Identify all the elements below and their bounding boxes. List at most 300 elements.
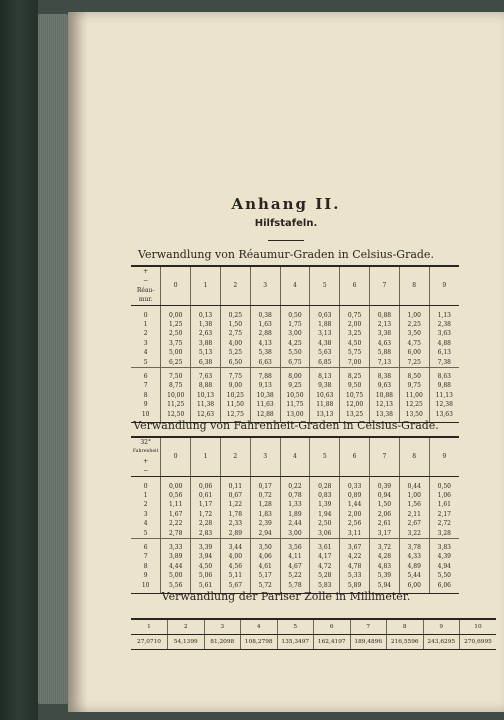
table-cell: 11,13 bbox=[429, 391, 459, 400]
table-cell: 13,13 bbox=[310, 410, 340, 423]
row-label: 0 bbox=[143, 311, 148, 319]
row-label: 0 bbox=[143, 482, 148, 490]
table-cell: 11,63 bbox=[250, 400, 280, 409]
table-cell: 6,75 bbox=[280, 358, 310, 368]
table-cell: 3,39 bbox=[191, 539, 221, 553]
row-label: 4 bbox=[143, 349, 148, 357]
table-cell: 0,00 bbox=[161, 305, 191, 320]
column-header: 7 bbox=[350, 619, 387, 635]
table-cell: 4,50 bbox=[340, 339, 370, 348]
row-label: 5 bbox=[143, 529, 148, 537]
table-cell: 4,00 bbox=[220, 339, 250, 348]
table-cell: 11,00 bbox=[399, 391, 429, 400]
table-cell: 11,38 bbox=[191, 400, 221, 409]
table-cell: 54,1399 bbox=[168, 635, 205, 650]
table-cell: 12,38 bbox=[429, 400, 459, 409]
table-cell: 6,13 bbox=[429, 348, 459, 357]
table-cell: 1,88 bbox=[310, 320, 340, 329]
table-cell: 0,50 bbox=[429, 476, 459, 491]
table-cell: 0,50 bbox=[280, 305, 310, 320]
table-cell: 9,38 bbox=[310, 381, 340, 390]
table-cell: 2,89 bbox=[220, 529, 250, 539]
table-cell: 135,3497 bbox=[277, 635, 314, 650]
appendix-subtitle: Hilfstafeln. bbox=[254, 218, 318, 229]
table-cell: 3,11 bbox=[340, 529, 370, 539]
table-cell: 1,75 bbox=[280, 320, 310, 329]
table-cell: 5,89 bbox=[340, 581, 370, 594]
table-cell: 3,44 bbox=[220, 539, 250, 553]
table-row bbox=[131, 552, 459, 561]
table-cell: 3,00 bbox=[280, 529, 310, 539]
fahrenheit-corner-label: Fahrenheit bbox=[132, 449, 159, 455]
table-cell: 3,13 bbox=[310, 329, 340, 338]
table-row bbox=[131, 529, 459, 539]
table-cell: 0,61 bbox=[191, 491, 221, 500]
table-cell: 5,11 bbox=[220, 571, 250, 580]
table-cell: 1,22 bbox=[220, 500, 250, 509]
table-row bbox=[131, 329, 459, 338]
column-header: 4 bbox=[241, 619, 278, 635]
table-cell: 12,25 bbox=[399, 400, 429, 409]
table-cell: 2,67 bbox=[399, 519, 429, 528]
table-cell: 2,78 bbox=[161, 529, 191, 539]
table-cell: 1,13 bbox=[429, 305, 459, 320]
table-cell: 4,00 bbox=[220, 552, 250, 561]
column-header: 8 bbox=[387, 619, 424, 635]
row-label: 2 bbox=[143, 330, 148, 338]
table-cell: 4,94 bbox=[429, 562, 459, 571]
column-header: 10 bbox=[460, 619, 497, 635]
table-cell: 11,75 bbox=[280, 400, 310, 409]
table-cell: 5,78 bbox=[280, 581, 310, 594]
table-cell: 7,38 bbox=[429, 358, 459, 368]
table-cell: 0,06 bbox=[191, 476, 221, 491]
table-cell: 3,88 bbox=[191, 339, 221, 348]
table-cell: 5,28 bbox=[310, 571, 340, 580]
table-cell: 1,94 bbox=[310, 510, 340, 519]
book-spine bbox=[0, 0, 38, 720]
table-cell: 1,06 bbox=[429, 491, 459, 500]
table-cell: 2,63 bbox=[191, 329, 221, 338]
table-cell: 3,56 bbox=[280, 539, 310, 553]
table-cell: 1,89 bbox=[280, 510, 310, 519]
table-cell: 1,72 bbox=[191, 510, 221, 519]
table-cell: 0,88 bbox=[370, 305, 400, 320]
table-cell: 4,25 bbox=[280, 339, 310, 348]
table-cell: 7,63 bbox=[191, 368, 221, 382]
table-cell: 4,83 bbox=[370, 562, 400, 571]
row-label: 5 bbox=[143, 358, 148, 366]
table-cell: 5,44 bbox=[399, 571, 429, 580]
table-cell: 8,63 bbox=[429, 368, 459, 382]
table-cell: 1,28 bbox=[250, 500, 280, 509]
fahrenheit-corner-cell bbox=[131, 437, 161, 476]
column-header: 6 bbox=[340, 266, 370, 305]
table-row bbox=[131, 348, 459, 357]
table-cell: 10,25 bbox=[220, 391, 250, 400]
table-row bbox=[131, 476, 459, 491]
zolle-header-row bbox=[131, 619, 496, 635]
column-header: 1 bbox=[191, 437, 221, 476]
table-cell: 13,38 bbox=[370, 410, 400, 423]
table-cell: 8,38 bbox=[370, 368, 400, 382]
table-cell: 4,63 bbox=[370, 339, 400, 348]
table-cell: 4,39 bbox=[429, 552, 459, 561]
fahrenheit-heading: Verwandlung von Fahrenheit-Graden in Celsius-Grade. bbox=[133, 419, 439, 432]
table-row bbox=[131, 539, 459, 553]
table-row bbox=[131, 305, 459, 320]
table-cell: 1,33 bbox=[280, 500, 310, 509]
table-row bbox=[131, 391, 459, 400]
table-cell: 5,50 bbox=[280, 348, 310, 357]
column-header: 4 bbox=[280, 266, 310, 305]
table-cell: 4,78 bbox=[340, 562, 370, 571]
table-cell: 27,0710 bbox=[131, 635, 168, 650]
table-cell: 2,38 bbox=[429, 320, 459, 329]
table-cell: 5,25 bbox=[220, 348, 250, 357]
table-cell: 7,88 bbox=[250, 368, 280, 382]
table-cell: 3,06 bbox=[310, 529, 340, 539]
table-cell: 10,75 bbox=[340, 391, 370, 400]
table-cell: 0,17 bbox=[250, 476, 280, 491]
row-label: 8 bbox=[143, 562, 148, 570]
book-page bbox=[68, 12, 504, 712]
table-row bbox=[131, 320, 459, 329]
table-cell: 4,67 bbox=[280, 562, 310, 571]
table-cell: 5,33 bbox=[340, 571, 370, 580]
table-cell: 3,38 bbox=[370, 329, 400, 338]
table-cell: 1,78 bbox=[220, 510, 250, 519]
table-cell: 2,94 bbox=[250, 529, 280, 539]
reaumur-corner-label: Réau- mur. bbox=[136, 286, 155, 304]
table-cell: 9,50 bbox=[340, 381, 370, 390]
row-label: 3 bbox=[143, 339, 148, 347]
table-cell: 270,6995 bbox=[460, 635, 497, 650]
table-cell: 9,13 bbox=[250, 381, 280, 390]
row-label: 1 bbox=[143, 492, 148, 500]
table-cell: 1,50 bbox=[370, 500, 400, 509]
table-cell: 0,39 bbox=[370, 476, 400, 491]
table-cell: 2,17 bbox=[429, 510, 459, 519]
table-cell: 1,50 bbox=[220, 320, 250, 329]
table-cell: 2,00 bbox=[340, 320, 370, 329]
table-cell: 0,94 bbox=[370, 491, 400, 500]
table-cell: 7,25 bbox=[399, 358, 429, 368]
column-header: 9 bbox=[423, 619, 460, 635]
table-cell: 10,88 bbox=[370, 391, 400, 400]
table-cell: 3,50 bbox=[399, 329, 429, 338]
column-header: 1 bbox=[191, 266, 221, 305]
table-cell: 11,50 bbox=[220, 400, 250, 409]
reaumur-corner-cell bbox=[131, 266, 161, 305]
row-label: 6 bbox=[131, 368, 161, 382]
row-label: 7 bbox=[143, 382, 148, 390]
fahrenheit-corner-top: 32° bbox=[140, 439, 151, 446]
table-cell: 6,38 bbox=[191, 358, 221, 368]
table-cell: 2,56 bbox=[340, 519, 370, 528]
table-cell: 3,63 bbox=[429, 329, 459, 338]
table-cell: 9,75 bbox=[399, 381, 429, 390]
appendix-title: Anhang II. bbox=[231, 195, 341, 213]
table-cell: 6,00 bbox=[399, 581, 429, 594]
table-cell: 2,25 bbox=[399, 320, 429, 329]
table-cell: 1,39 bbox=[310, 500, 340, 509]
table-cell: 4,61 bbox=[250, 562, 280, 571]
table-cell: 6,00 bbox=[399, 348, 429, 357]
table-cell: 2,50 bbox=[310, 519, 340, 528]
table-row bbox=[131, 368, 459, 382]
table-cell: 11,25 bbox=[161, 400, 191, 409]
table-cell: 4,38 bbox=[310, 339, 340, 348]
table-cell: 13,63 bbox=[429, 410, 459, 423]
row-label: 10 bbox=[131, 581, 161, 594]
row-label: 3 bbox=[143, 510, 148, 518]
column-header: 9 bbox=[429, 437, 459, 476]
table-cell: 2,22 bbox=[161, 519, 191, 528]
table-cell: 13,50 bbox=[399, 410, 429, 423]
table-row bbox=[131, 571, 459, 580]
row-label: 2 bbox=[143, 501, 148, 509]
table-cell: 5,63 bbox=[310, 348, 340, 357]
table-cell: 2,00 bbox=[340, 510, 370, 519]
table-cell: 0,13 bbox=[191, 305, 221, 320]
table-cell: 2,88 bbox=[250, 329, 280, 338]
table-cell: 0,44 bbox=[399, 476, 429, 491]
table-cell: 4,22 bbox=[340, 552, 370, 561]
table-cell: 4,56 bbox=[220, 562, 250, 571]
table-cell: 8,50 bbox=[399, 368, 429, 382]
table-cell: 5,13 bbox=[191, 348, 221, 357]
table-cell: 0,75 bbox=[340, 305, 370, 320]
column-header: 5 bbox=[310, 266, 340, 305]
table-cell: 5,88 bbox=[370, 348, 400, 357]
row-label: 4 bbox=[143, 520, 148, 528]
column-header: 8 bbox=[399, 266, 429, 305]
table-row bbox=[131, 519, 459, 528]
row-label: 9 bbox=[143, 572, 148, 580]
table-cell: 7,13 bbox=[370, 358, 400, 368]
column-header: 3 bbox=[250, 266, 280, 305]
table-cell: 4,88 bbox=[429, 339, 459, 348]
column-header: 6 bbox=[340, 437, 370, 476]
table-cell: 1,17 bbox=[191, 500, 221, 509]
column-header: 8 bbox=[399, 437, 429, 476]
plus-minus-symbol: + − bbox=[143, 457, 149, 475]
table-cell: 8,13 bbox=[310, 368, 340, 382]
row-label: 6 bbox=[131, 539, 161, 553]
table-cell: 2,28 bbox=[191, 519, 221, 528]
table-cell: 4,11 bbox=[280, 552, 310, 561]
table-cell: 4,33 bbox=[399, 552, 429, 561]
reaumur-table bbox=[131, 265, 459, 423]
table-cell: 3,28 bbox=[429, 529, 459, 539]
table-cell: 6,63 bbox=[250, 358, 280, 368]
table-cell: 2,44 bbox=[280, 519, 310, 528]
table-cell: 10,63 bbox=[310, 391, 340, 400]
table-cell: 1,38 bbox=[191, 320, 221, 329]
table-cell: 5,94 bbox=[370, 581, 400, 594]
table-row bbox=[131, 358, 459, 368]
row-label: 9 bbox=[143, 401, 148, 409]
table-cell: 11,88 bbox=[310, 400, 340, 409]
reaumur-heading: Verwandlung von Réaumur-Graden in Celsius-Grade. bbox=[138, 248, 434, 261]
table-row bbox=[131, 562, 459, 571]
table-cell: 2,50 bbox=[161, 329, 191, 338]
table-cell: 5,61 bbox=[191, 581, 221, 594]
column-header: 5 bbox=[310, 437, 340, 476]
table-cell: 8,88 bbox=[191, 381, 221, 390]
column-header: 2 bbox=[220, 437, 250, 476]
column-header: 2 bbox=[220, 266, 250, 305]
table-cell: 4,75 bbox=[399, 339, 429, 348]
title-rule bbox=[268, 240, 304, 241]
column-header: 0 bbox=[161, 266, 191, 305]
table-cell: 9,25 bbox=[280, 381, 310, 390]
table-cell: 12,88 bbox=[250, 410, 280, 423]
table-cell: 3,89 bbox=[161, 552, 191, 561]
table-cell: 2,75 bbox=[220, 329, 250, 338]
table-cell: 3,50 bbox=[250, 539, 280, 553]
plus-minus-symbol: + − bbox=[143, 268, 149, 285]
table-row bbox=[131, 400, 459, 409]
column-header: 9 bbox=[429, 266, 459, 305]
table-cell: 4,50 bbox=[191, 562, 221, 571]
row-label: 8 bbox=[143, 391, 148, 399]
table-cell: 2,11 bbox=[399, 510, 429, 519]
table-cell: 12,00 bbox=[340, 400, 370, 409]
table-cell: 3,33 bbox=[161, 539, 191, 553]
table-cell: 0,67 bbox=[220, 491, 250, 500]
table-cell: 0,22 bbox=[280, 476, 310, 491]
table-cell: 8,25 bbox=[340, 368, 370, 382]
zolle-heading: Verwandlung der Pariser Zolle in Millimeter. bbox=[161, 590, 411, 603]
table-cell: 5,50 bbox=[429, 571, 459, 580]
table-cell: 5,83 bbox=[310, 581, 340, 594]
table-cell: 4,06 bbox=[250, 552, 280, 561]
table-cell: 0,83 bbox=[310, 491, 340, 500]
table-cell: 1,00 bbox=[399, 305, 429, 320]
table-cell: 6,06 bbox=[429, 581, 459, 594]
table-cell: 2,06 bbox=[370, 510, 400, 519]
table-cell: 81,2098 bbox=[204, 635, 241, 650]
column-header: 0 bbox=[161, 437, 191, 476]
table-cell: 7,00 bbox=[340, 358, 370, 368]
table-cell: 243,6295 bbox=[423, 635, 460, 650]
table-cell: 5,39 bbox=[370, 571, 400, 580]
table-cell: 12,75 bbox=[220, 410, 250, 423]
table-cell: 5,22 bbox=[280, 571, 310, 580]
fahrenheit-table bbox=[131, 436, 459, 594]
table-cell: 12,50 bbox=[161, 410, 191, 423]
table-cell: 162,4197 bbox=[314, 635, 351, 650]
table-cell: 5,00 bbox=[161, 571, 191, 580]
table-cell: 1,00 bbox=[399, 491, 429, 500]
column-header: 6 bbox=[314, 619, 351, 635]
table-row bbox=[131, 339, 459, 348]
table-cell: 1,83 bbox=[250, 510, 280, 519]
table-cell: 4,89 bbox=[399, 562, 429, 571]
table-cell: 10,50 bbox=[280, 391, 310, 400]
table-cell: 3,00 bbox=[280, 329, 310, 338]
table-cell: 3,61 bbox=[310, 539, 340, 553]
column-header: 5 bbox=[277, 619, 314, 635]
table-cell: 10,00 bbox=[161, 391, 191, 400]
table-cell: 7,50 bbox=[161, 368, 191, 382]
table-cell: 6,85 bbox=[310, 358, 340, 368]
table-cell: 4,44 bbox=[161, 562, 191, 571]
table-cell: 1,25 bbox=[161, 320, 191, 329]
table-cell: 0,78 bbox=[280, 491, 310, 500]
table-cell: 8,00 bbox=[280, 368, 310, 382]
table-cell: 9,88 bbox=[429, 381, 459, 390]
table-cell: 6,50 bbox=[220, 358, 250, 368]
table-cell: 10,38 bbox=[250, 391, 280, 400]
table-cell: 5,00 bbox=[161, 348, 191, 357]
table-cell: 3,25 bbox=[340, 329, 370, 338]
table-cell: 0,28 bbox=[310, 476, 340, 491]
row-label: 1 bbox=[143, 321, 148, 329]
table-cell: 5,75 bbox=[340, 348, 370, 357]
table-cell: 13,25 bbox=[340, 410, 370, 423]
table-cell: 1,11 bbox=[161, 500, 191, 509]
table-cell: 0,56 bbox=[161, 491, 191, 500]
table-cell: 108,2798 bbox=[241, 635, 278, 650]
table-cell: 189,4896 bbox=[350, 635, 387, 650]
table-cell: 5,67 bbox=[220, 581, 250, 594]
table-cell: 3,72 bbox=[370, 539, 400, 553]
table-cell: 1,67 bbox=[161, 510, 191, 519]
table-cell: 3,94 bbox=[191, 552, 221, 561]
row-label: 10 bbox=[131, 410, 161, 423]
table-cell: 216,5596 bbox=[387, 635, 424, 650]
table-cell: 12,13 bbox=[370, 400, 400, 409]
page-edges bbox=[38, 14, 68, 704]
table-cell: 7,75 bbox=[220, 368, 250, 382]
table-cell: 2,39 bbox=[250, 519, 280, 528]
fahrenheit-header-row bbox=[131, 437, 459, 476]
table-cell: 3,17 bbox=[370, 529, 400, 539]
table-cell: 0,63 bbox=[310, 305, 340, 320]
table-cell: 2,13 bbox=[370, 320, 400, 329]
table-cell: 5,38 bbox=[250, 348, 280, 357]
table-cell: 0,89 bbox=[340, 491, 370, 500]
table-cell: 4,28 bbox=[370, 552, 400, 561]
table-cell: 6,25 bbox=[161, 358, 191, 368]
reaumur-header-row bbox=[131, 266, 459, 305]
table-cell: 4,13 bbox=[250, 339, 280, 348]
table-cell: 1,63 bbox=[250, 320, 280, 329]
table-cell: 12,63 bbox=[191, 410, 221, 423]
column-header: 4 bbox=[280, 437, 310, 476]
table-cell: 3,67 bbox=[340, 539, 370, 553]
table-cell: 5,72 bbox=[250, 581, 280, 594]
table-cell: 3,75 bbox=[161, 339, 191, 348]
table-cell: 3,83 bbox=[429, 539, 459, 553]
table-cell: 0,11 bbox=[220, 476, 250, 491]
row-label: 7 bbox=[143, 553, 148, 561]
column-header: 3 bbox=[204, 619, 241, 635]
table-cell: 0,38 bbox=[250, 305, 280, 320]
column-header: 3 bbox=[250, 437, 280, 476]
table-row bbox=[131, 500, 459, 509]
table-cell: 2,33 bbox=[220, 519, 250, 528]
column-header: 1 bbox=[131, 619, 168, 635]
table-cell: 8,75 bbox=[161, 381, 191, 390]
table-cell: 1,56 bbox=[399, 500, 429, 509]
table-cell: 10,13 bbox=[191, 391, 221, 400]
table-cell: 5,17 bbox=[250, 571, 280, 580]
table-cell: 5,56 bbox=[161, 581, 191, 594]
